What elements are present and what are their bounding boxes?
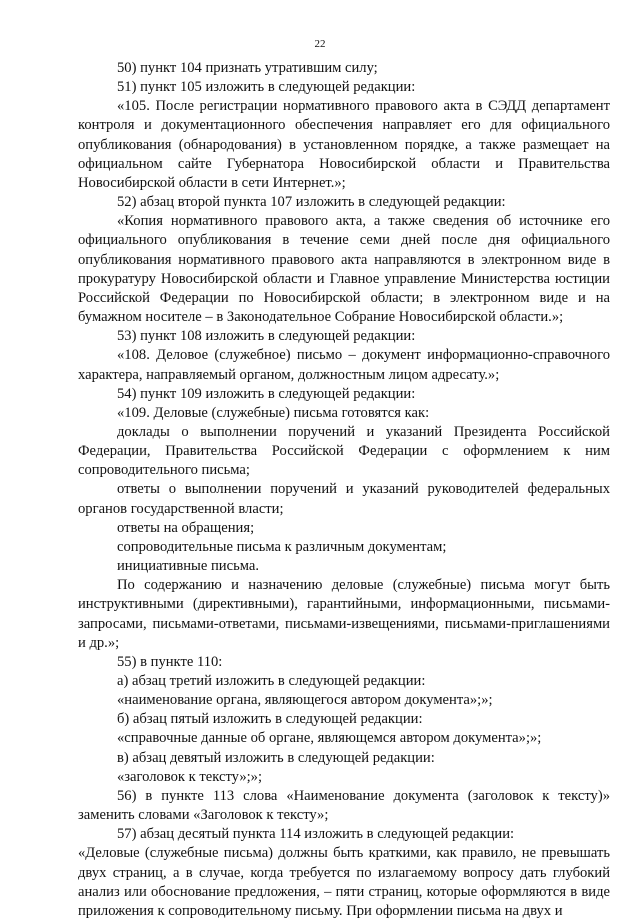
paragraph: «наименование органа, являющегося автором документа»;»; bbox=[117, 692, 493, 709]
paragraph: «Деловые (служебные письма) должны быть краткими, как правило, не превышать двух страниц, а в случае, когда требуется по излагаемому вопросу дать глубокий анализ или обоснование предложения, – пяти страниц, которые оформляются в виде приложения к сопроводительному письму. При оформлении письма на двух и bbox=[78, 845, 610, 919]
paragraph: 55) в пункте 110: bbox=[117, 653, 223, 670]
paragraph: 52) абзац второй пункта 107 изложить в следующей редакции: bbox=[117, 194, 506, 211]
paragraph: 53) пункт 108 изложить в следующей редакции: bbox=[117, 328, 416, 345]
paragraph: 51) пункт 105 изложить в следующей редакции: bbox=[117, 79, 416, 96]
paragraph: б) абзац пятый изложить в следующей редакции: bbox=[117, 711, 423, 728]
paragraph: 54) пункт 109 изложить в следующей редакции: bbox=[117, 385, 416, 402]
paragraph: доклады о выполнении поручений и указаний Президента Российской Федерации, Правительства Российской Федерации с оформлением к ним сопроводительного письма; bbox=[78, 423, 610, 479]
paragraph: а) абзац третий изложить в следующей редакции: bbox=[117, 673, 426, 689]
paragraph: «справочные данные об органе, являющемся автором документа»;»; bbox=[117, 730, 542, 747]
paragraph: «Копия нормативного правового акта, а также сведения об источнике его официального опубликования в течение семи дней после дня официального опубликования нормативного правового акта направляются в электронном виде в прокуратуру Новосибирской области и Главное управление Министерства юстиции Российской Федерации по Новосибирской области; в электронном виде и на бумажном носителе – в Законодательное Собрание Новосибирской области.»; bbox=[78, 213, 610, 326]
paragraph: 57) абзац десятый пункта 114 изложить в следующей редакции: bbox=[117, 826, 515, 843]
paragraph: «105. После регистрации нормативного правового акта в СЭДД департамент контроля и документационного обеспечения направляет его для официального опубликования (обнародования) в установленном порядке, а также размещает на официальном сайте Губернатора Новосибирской области и Правительства Новосибирской области в сети Интернет.»; bbox=[78, 98, 610, 191]
paragraph: сопроводительные письма к различным документам; bbox=[117, 538, 447, 555]
paragraph: инициативные письма. bbox=[117, 558, 259, 575]
paragraph: ответы о выполнении поручений и указаний руководителей федеральных органов государственной власти; bbox=[78, 481, 610, 517]
paragraph: «109. Деловые (служебные) письма готовятся как: bbox=[117, 404, 430, 421]
paragraph: в) абзац девятый изложить в следующей редакции: bbox=[117, 749, 435, 766]
paragraph: «108. Деловое (служебное) письмо – документ информационно-справочного характера, направляемый органом, должностным лицом адресату.»; bbox=[78, 347, 610, 383]
page-number: 22 bbox=[314, 38, 326, 50]
paragraph: «заголовок к тексту»;»; bbox=[117, 768, 263, 785]
paragraph: По содержанию и назначению деловые (служебные) письма могут быть инструктивными (директивными), гарантийными, информационными, письмами-запросами, письмами-ответами, письмами-извещениями, письмами-приглашениями и др.»; bbox=[78, 577, 610, 651]
paragraph: ответы на обращения; bbox=[117, 519, 255, 536]
paragraph: 50) пункт 104 признать утратившим силу; bbox=[117, 60, 378, 76]
document-body bbox=[78, 59, 610, 921]
paragraph: 56) в пункте 113 слова «Наименование документа (заголовок к тексту)» заменить словами «Заголовок к тексту»; bbox=[78, 787, 610, 824]
